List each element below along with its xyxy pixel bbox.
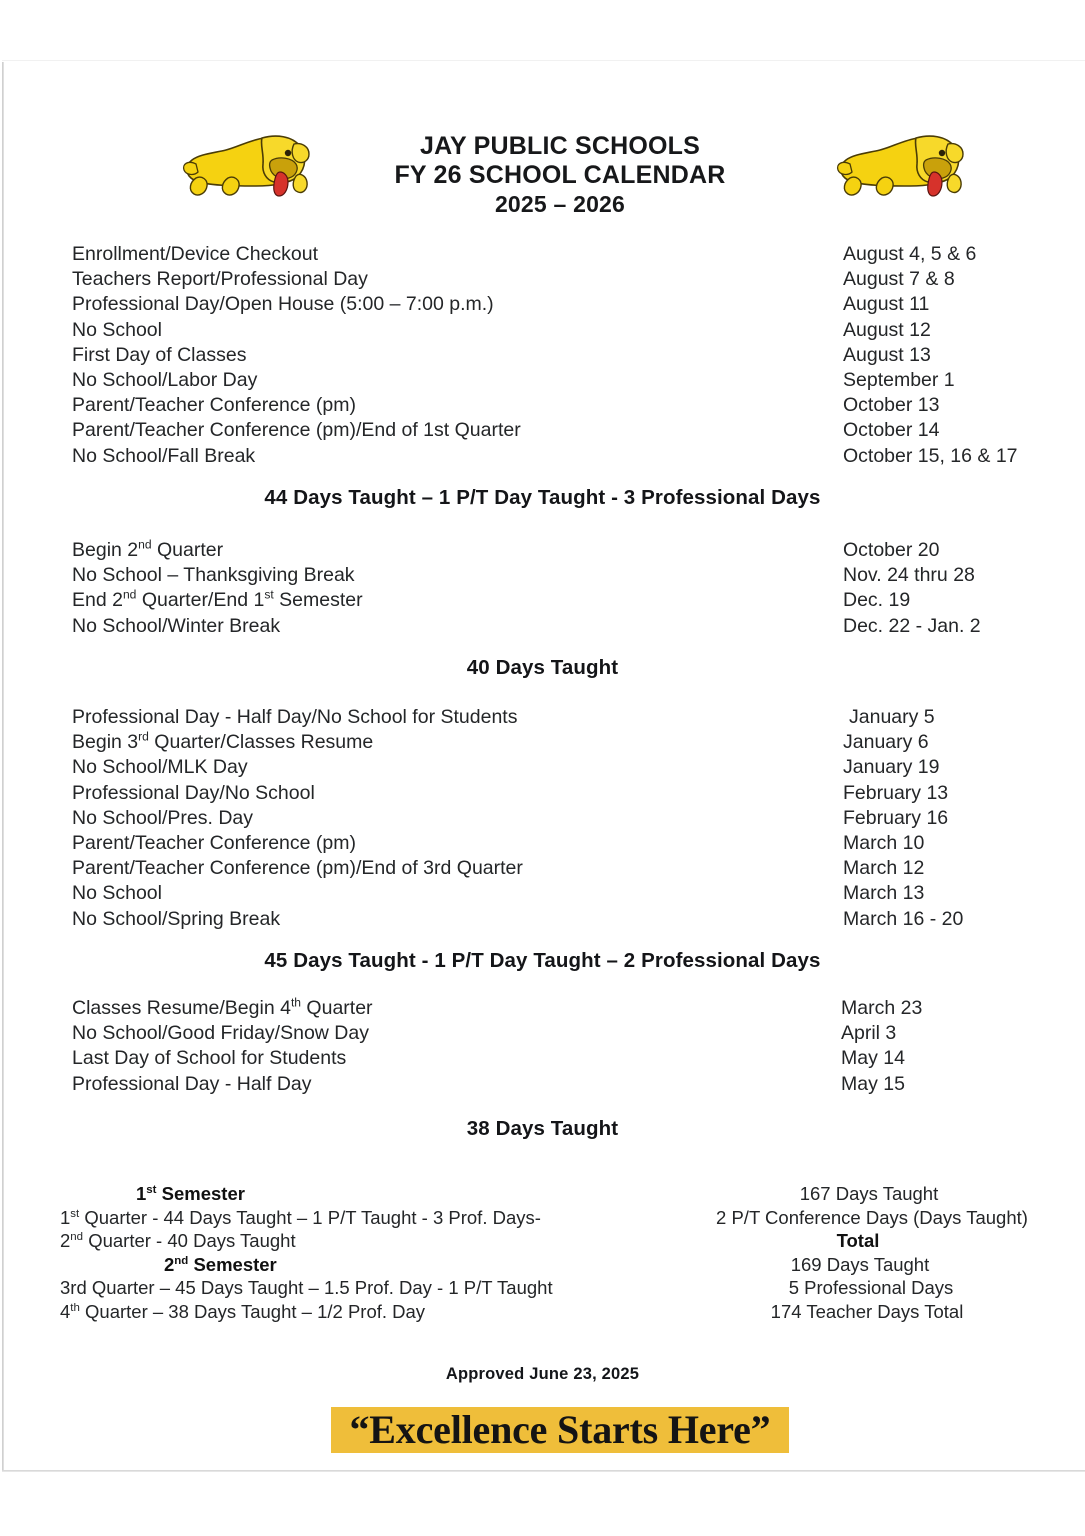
calendar-row [0,538,1085,563]
calendar-row [0,614,1085,639]
calendar-row [0,368,1085,393]
event-label: Parent/Teacher Conference (pm)/End of 1st Quarter [72,419,521,442]
calendar-row [0,1021,1085,1046]
event-label: No School [72,882,162,905]
event-label: Professional Day/Open House (5:00 – 7:00 p.m.) [72,293,494,316]
school-year: 2025 – 2026 [494,191,626,217]
calendar-row [0,242,1085,267]
event-label: Parent/Teacher Conference (pm) [72,394,356,417]
event-date: March 23 [841,997,923,1019]
event-label: End 2nd Quarter/End 1st Semester [72,587,363,612]
bulldog-mascot-icon-left [176,120,314,206]
event-label: First Day of Classes [72,343,247,366]
event-date: October 15, 16 & 17 [843,444,1018,467]
event-label: No School/Winter Break [72,614,281,637]
event-date: September 1 [843,368,955,391]
event-date: January 5 [849,706,935,728]
event-date: January 19 [843,756,940,779]
motto-banner [331,1407,789,1453]
event-label: No School/Good Friday/Snow Day [72,1022,369,1045]
total-teacher-days: 174 Teacher Days Total [770,1300,964,1322]
event-label: No School/Fall Break [72,444,256,467]
event-label: Begin 2nd Quarter [72,537,224,561]
event-date: March 16 - 20 [843,907,964,930]
event-date: August 7 & 8 [843,268,955,291]
calendar-row [0,806,1085,831]
calendar-row [0,831,1085,856]
totals-right-column [672,1182,1072,1323]
section-summary-quarter-2: 40 Days Taught [466,656,619,679]
calendar-row [0,343,1085,368]
totals-block [0,1182,1085,1322]
event-date: May 14 [841,1047,905,1070]
calendar-section-quarter-4 [0,996,1085,1097]
event-date: Nov. 24 thru 28 [843,564,975,587]
calendar-row [0,730,1085,755]
pt-conference-days: 2 P/T Conference Days (Days Taught) [716,1206,1028,1228]
school-name: JAY PUBLIC SCHOOLS [419,132,701,160]
calendar-row [0,705,1085,730]
event-label: Classes Resume/Begin 4th Quarter [72,995,373,1019]
total-professional-days: 5 Professional Days [788,1277,954,1298]
event-label: Parent/Teacher Conference (pm)/End of 3rd Quarter [72,857,523,880]
event-date: February 16 [843,806,949,829]
event-date: January 6 [843,731,929,754]
quarter-1-totals: 1st Quarter - 44 Days Taught – 1 P/T Taught - 3 Prof. Days- [60,1206,541,1228]
calendar-row [0,1046,1085,1071]
document-title-block [300,132,820,219]
calendar-row [0,781,1085,806]
page-edge-top [2,60,1085,61]
quarter-3-totals: 3rd Quarter – 45 Days Taught – 1.5 Prof. Day - 1 P/T Taught [60,1277,553,1298]
document-header [0,112,1085,217]
event-label: No School [72,318,162,341]
calendar-row [0,907,1085,932]
event-date: Dec. 19 [843,589,911,612]
event-label: Last Day of School for Students [72,1047,347,1070]
calendar-section-quarter-1 [0,242,1085,469]
event-date: Dec. 22 - Jan. 2 [843,614,981,637]
event-date: August 11 [843,293,930,316]
calendar-row [0,996,1085,1021]
calendar-row [0,881,1085,906]
quarter-2-totals: 2nd Quarter - 40 Days Taught [60,1230,296,1251]
calendar-row [0,588,1085,613]
event-label: No School/Labor Day [72,368,258,391]
event-label: No School/Pres. Day [72,806,253,829]
event-label: Professional Day/No School [72,781,315,804]
event-label: Teachers Report/Professional Day [72,268,368,291]
event-date: August 13 [843,343,931,366]
calendar-row [0,318,1085,343]
event-date: March 13 [843,882,925,905]
calendar-row [0,393,1085,418]
event-date: October 20 [843,539,940,561]
semester-1-heading: 1st Semester [136,1183,245,1204]
page-edge-bottom [2,1470,1085,1472]
event-label: Parent/Teacher Conference (pm) [72,831,356,854]
event-date: May 15 [841,1072,905,1095]
section-summary-quarter-1: 44 Days Taught – 1 P/T Day Taught - 3 Professional Days [264,486,821,509]
event-date: August 12 [843,318,931,341]
calendar-row [0,1072,1085,1097]
semester-2-heading: 2nd Semester [164,1253,277,1275]
calendar-row [0,755,1085,780]
event-label: Professional Day - Half Day/No School for Students [72,706,518,728]
calendar-section-quarter-3 [0,705,1085,932]
calendar-row [0,267,1085,292]
event-label: No School/MLK Day [72,756,248,779]
event-date: October 13 [843,394,940,417]
motto-text: “Excellence Starts Here” [349,1407,771,1452]
calendar-row [0,292,1085,317]
event-date: March 10 [843,831,925,854]
event-label: Professional Day - Half Day [72,1072,312,1095]
calendar-row [0,563,1085,588]
event-label: No School – Thanksgiving Break [72,564,355,587]
event-date: April 3 [841,1022,897,1045]
event-date: March 12 [843,857,925,880]
calendar-row [0,418,1085,443]
event-date: October 14 [843,419,940,442]
event-date: August 4, 5 & 6 [843,243,977,265]
calendar-name: FY 26 SCHOOL CALENDAR [394,161,726,189]
event-label: Begin 3rd Quarter/Classes Resume [72,729,374,754]
event-label: Enrollment/Device Checkout [72,243,319,265]
event-label: No School/Spring Break [72,907,281,930]
quarter-4-totals: 4th Quarter – 38 Days Taught – 1/2 Prof. Day [60,1300,426,1322]
total-days-taught: 169 Days Taught [790,1253,930,1275]
approval-date: Approved June 23, 2025 [445,1365,640,1383]
totals-left-column [60,1182,670,1323]
total-heading: Total [836,1230,880,1251]
event-date: February 13 [843,781,949,804]
days-taught-subtotal: 167 Days Taught [799,1183,939,1204]
section-summary-quarter-3: 45 Days Taught - 1 P/T Day Taught – 2 Professional Days [264,949,821,972]
calendar-row [0,444,1085,469]
section-summary-quarter-4: 38 Days Taught [466,1117,619,1140]
calendar-section-quarter-2 [0,538,1085,639]
bulldog-mascot-icon-right [830,120,968,206]
calendar-row [0,856,1085,881]
